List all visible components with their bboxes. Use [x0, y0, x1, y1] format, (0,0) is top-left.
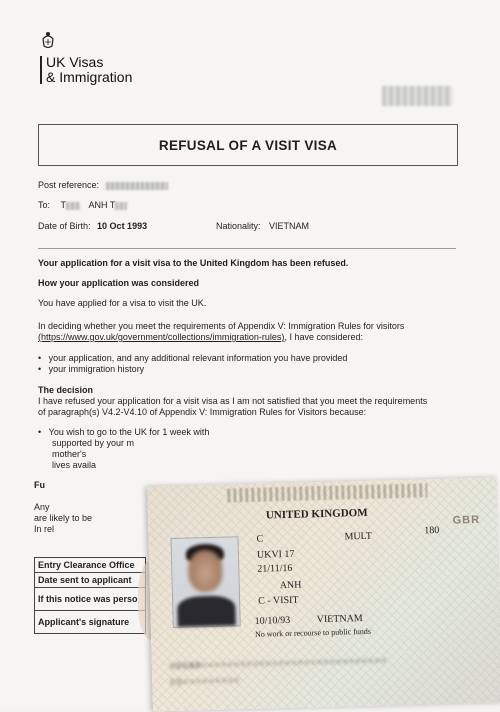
reason-line: mother's	[52, 449, 87, 459]
visa-field: MULT	[344, 530, 373, 543]
clearance-table	[34, 557, 146, 634]
table-row: Date sent to applicant	[35, 573, 145, 588]
table-row: Entry Clearance Office	[35, 558, 145, 573]
post-reference-row: Post reference:	[38, 180, 168, 191]
nationality-row: Nationality: VIETNAM	[216, 221, 310, 231]
dob-row: Date of Birth: 10 Oct 1993	[38, 221, 148, 231]
visa-field: 10/10/93	[254, 614, 291, 627]
reason-line: • You wish to go to the UK for 1 week with	[38, 427, 210, 437]
table-row: Applicant's signature	[38, 617, 130, 627]
photo-face	[188, 550, 223, 593]
mrz-line: VDGBR<<<<<<<<<<<<<<<<<<<<<<<<<<<<<	[169, 656, 388, 673]
reason-line: supported by your m	[52, 438, 135, 448]
visa-field: UKVI 17	[256, 548, 295, 561]
list-item: • your application, and any additional relevant information you have provided	[38, 353, 348, 363]
future-line: are likely to be	[34, 513, 93, 523]
deciding-line: In deciding whether you meet the requirements of Appendix V: Immigration Rules for visitors	[38, 321, 405, 331]
visa-field: C	[256, 533, 264, 545]
visa-field: ANH	[279, 579, 302, 592]
decision-heading: The decision	[38, 385, 94, 395]
decision-line: I have refused your application for a visit visa as I am not satisfied that you meet the requirements	[38, 396, 428, 406]
visa-remarks: No work or recourse to public funds	[254, 626, 372, 639]
divider	[38, 248, 456, 249]
refused-statement: Your application for a visit visa to the United Kingdom has been refused.	[38, 258, 349, 268]
immigration-rules-link[interactable]: (https://www.gov.uk/government/collections/immigration-rules)	[38, 332, 285, 342]
considered-heading: How your application was considered	[38, 278, 200, 288]
redacted-name-part	[115, 202, 127, 210]
visa-field: 180	[424, 524, 440, 537]
redacted-name-part	[66, 202, 80, 210]
visa-country: UNITED KINGDOM	[265, 506, 368, 522]
future-line: In rel	[34, 524, 55, 534]
visa-field: 21/11/16	[257, 562, 293, 575]
visa-field: VIETNAM	[316, 613, 363, 626]
applicant-photo	[170, 536, 240, 628]
reason-line: lives availa	[52, 460, 97, 470]
list-item: • your immigration history	[38, 364, 145, 374]
visa-country-code: GBR	[452, 513, 481, 527]
logo-divider	[40, 56, 42, 84]
photo-shirt	[177, 595, 236, 627]
future-line: Any	[34, 502, 50, 512]
visa-field: C - VISIT	[258, 594, 299, 607]
visa-sticker-photo	[147, 477, 500, 711]
to-row: To: T ANH T	[38, 200, 127, 211]
mrz-line: C5<<<<<<<<<	[170, 676, 241, 689]
royal-crest-icon	[40, 30, 56, 52]
redacted-post-reference	[106, 182, 168, 190]
rules-link-line: (https://www.gov.uk/government/collections/immigration-rules), I have considered:	[38, 332, 363, 342]
redacted-reference-block	[382, 86, 452, 106]
letter-title: REFUSAL OF A VISIT VISA	[38, 124, 458, 166]
applied-line: You have applied for a visa to visit the UK.	[38, 298, 207, 308]
department-name: UK Visas & Immigration	[46, 54, 133, 85]
decision-line: of paragraph(s) V4.2-V4.10 of Appendix V: Immigration Rules for Visitors because:	[38, 407, 367, 417]
future-heading: Fu	[34, 480, 45, 490]
table-row: If this notice was perso	[35, 588, 145, 611]
